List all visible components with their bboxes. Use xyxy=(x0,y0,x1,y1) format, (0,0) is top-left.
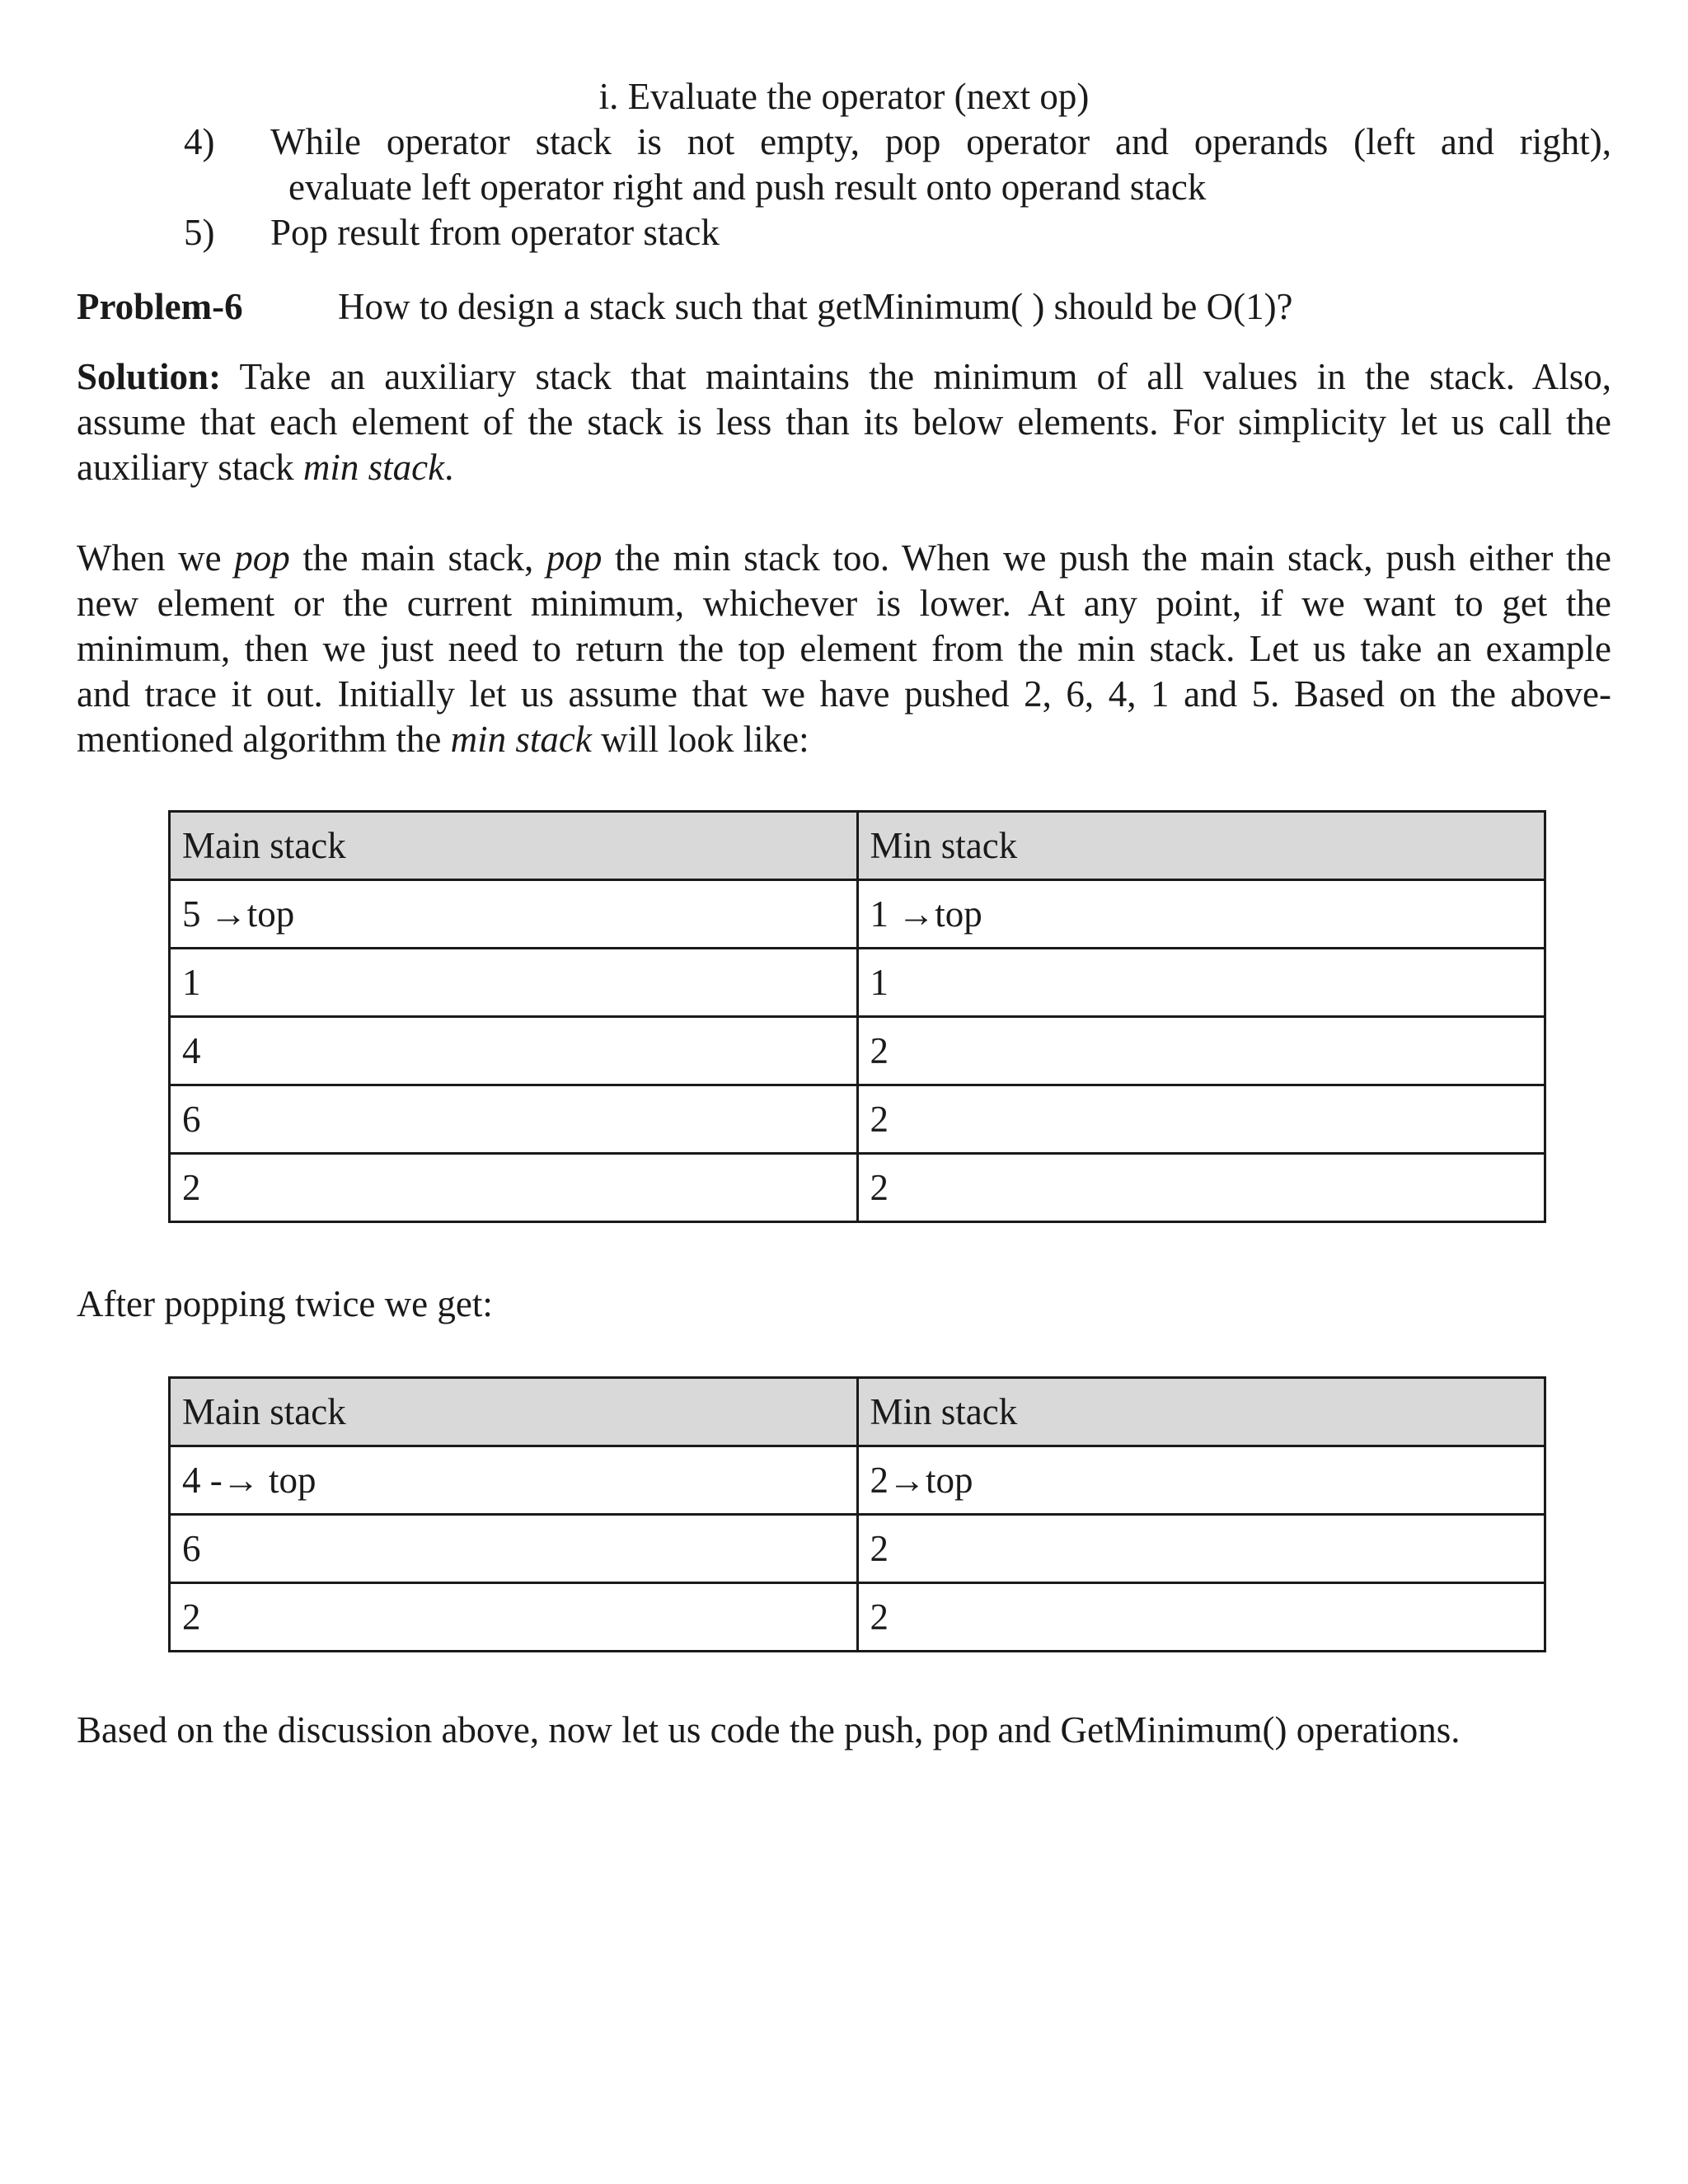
table-row xyxy=(170,1154,1545,1222)
table-row xyxy=(170,949,1545,1017)
table-cell: 2 xyxy=(857,1515,1545,1583)
solution-line-3 xyxy=(77,445,1611,490)
paragraph-line-4: and trace it out. Initially let us assume that we have pushed 2, 6, 4, 1 and 5. Based on the above- xyxy=(77,673,1611,715)
table-cell: 2 xyxy=(170,1154,858,1222)
table-row xyxy=(170,1515,1545,1583)
paragraph-text: the main stack, xyxy=(289,537,546,579)
column-header-min-stack: Min stack xyxy=(857,1378,1545,1446)
table-cell: 2 xyxy=(857,1583,1545,1652)
paragraph-line-5 xyxy=(77,717,1611,762)
paragraph-text: will look like: xyxy=(591,719,809,760)
table-cell: 2 xyxy=(857,1017,1545,1085)
stack-table-after-pop xyxy=(168,1376,1546,1652)
table-row xyxy=(170,1085,1545,1154)
paragraph-line-2: new element or the current minimum, whichever is lower. At any point, if we want to get the xyxy=(77,583,1611,624)
closing-text: Based on the discussion above, now let us code the push, pop and GetMinimum() operations. xyxy=(77,1709,1461,1750)
paragraph-text: the min stack too. When we push the main stack, push either the xyxy=(602,537,1612,579)
table-cell: 2 xyxy=(170,1583,858,1652)
italic-term: min stack xyxy=(450,719,592,760)
list-item-text: While operator stack is not empty, pop operator and operands (left and right), xyxy=(270,121,1611,162)
table-cell: 2→top xyxy=(857,1446,1545,1515)
table-header-row xyxy=(170,812,1545,880)
italic-term: pop xyxy=(234,537,290,579)
paragraph-line-1 xyxy=(77,536,1611,581)
table-header-row xyxy=(170,1378,1545,1446)
table-row xyxy=(170,1446,1545,1515)
table-cell: 5 →top xyxy=(170,880,858,949)
table-cell: 1 →top xyxy=(857,880,1545,949)
table-row xyxy=(170,1017,1545,1085)
solution-text: . xyxy=(444,447,454,488)
table-cell: 1 xyxy=(857,949,1545,1017)
table-cell: 1 xyxy=(170,949,858,1017)
list-item-text-continued: evaluate left operator right and push result onto operand stack xyxy=(288,166,1207,208)
stack-table-initial xyxy=(168,810,1546,1223)
solution-line-1 xyxy=(77,354,1611,400)
list-item-text: Pop result from operator stack xyxy=(270,212,720,253)
italic-term: min stack xyxy=(302,447,445,488)
list-number: 5) xyxy=(184,212,215,253)
table-row xyxy=(170,1583,1545,1652)
table-cell: 6 xyxy=(170,1515,858,1583)
italic-term: pop xyxy=(546,537,603,579)
table-cell: 4 -→ top xyxy=(170,1446,858,1515)
solution-label: Solution: xyxy=(77,356,222,397)
sub-step-text: i. Evaluate the operator (next op) xyxy=(598,76,1090,117)
table-cell: 6 xyxy=(170,1085,858,1154)
list-number: 4) xyxy=(184,121,215,162)
table-cell: 2 xyxy=(857,1154,1545,1222)
paragraph-line-3: minimum, then we just need to return the top element from the min stack. Let us take an example xyxy=(77,628,1611,669)
solution-text: auxiliary stack xyxy=(77,447,303,488)
after-popping-text: After popping twice we get: xyxy=(77,1283,493,1324)
column-header-main-stack: Main stack xyxy=(170,812,858,880)
solution-line-2: assume that each element of the stack is less than its below elements. For simplicity let us call the xyxy=(77,401,1611,443)
problem-label: Problem-6 xyxy=(77,286,243,327)
table-cell: 2 xyxy=(857,1085,1545,1154)
problem-question: How to design a stack such that getMinimum( ) should be O(1)? xyxy=(338,286,1293,327)
paragraph-text: When we xyxy=(77,537,235,579)
solution-text: Take an auxiliary stack that maintains the minimum of all values in the stack. Also, xyxy=(239,356,1611,397)
table-row xyxy=(170,880,1545,949)
paragraph-text: mentioned algorithm the xyxy=(77,719,451,760)
table-cell: 4 xyxy=(170,1017,858,1085)
column-header-main-stack: Main stack xyxy=(170,1378,858,1446)
column-header-min-stack: Min stack xyxy=(857,812,1545,880)
